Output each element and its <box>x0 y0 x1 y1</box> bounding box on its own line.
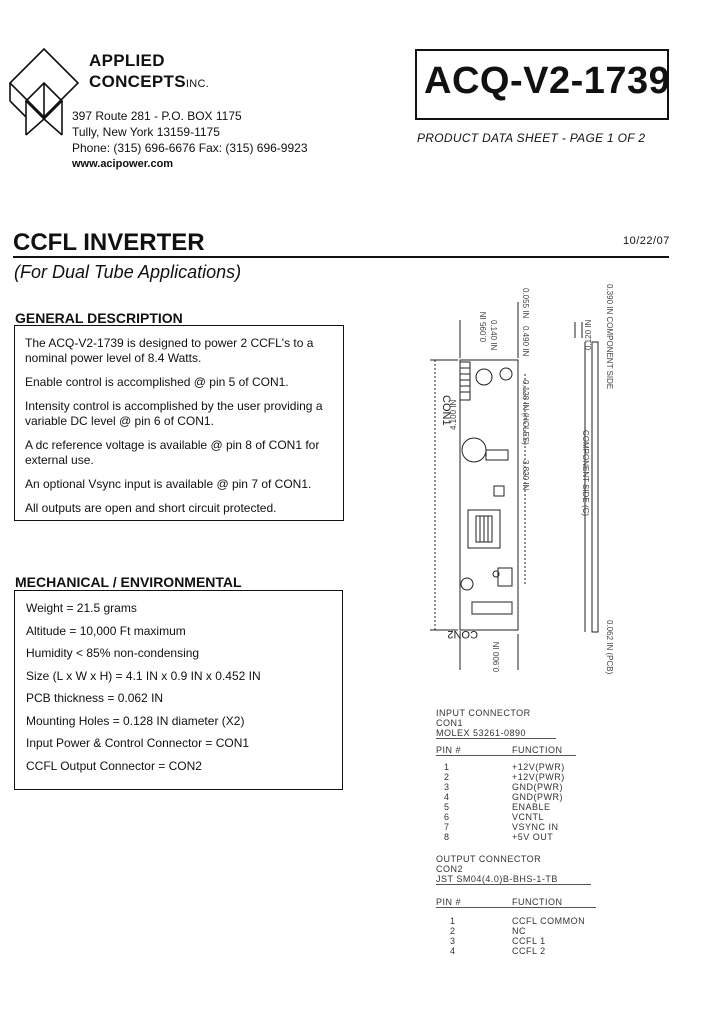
data-sheet-page: PRODUCT DATA SHEET - PAGE 1 OF 2 <box>417 131 646 145</box>
output-connector-title: OUTPUT CONNECTOR <box>436 854 542 864</box>
output-col-pin: PIN # <box>436 897 462 907</box>
page-title: CCFL INVERTER <box>13 229 205 256</box>
table-row <box>436 782 636 792</box>
input-connector-part: MOLEX 53261-0890 <box>436 728 556 739</box>
dim-width-label: 0.900 IN <box>492 641 501 672</box>
dim-d-label: 0.055 IN <box>521 288 530 319</box>
page-subtitle: (For Dual Tube Applications) <box>14 262 242 282</box>
input-table-header <box>436 745 576 756</box>
side-component-dim-label: 0.390 IN COMPONENT SIDE <box>605 284 614 390</box>
table-row <box>436 792 636 802</box>
pin-number: 4 <box>444 792 450 802</box>
table-row <box>436 822 636 832</box>
dim-b-label: 0.490 IN <box>521 326 530 357</box>
general-paragraph: A dc reference voltage is available @ pin 8 of CON1 for external use. <box>25 438 320 467</box>
mechanical-item: CCFL Output Connector = CON2 <box>26 758 202 773</box>
mechanical-item: Mounting Holes = 0.128 IN diameter (X2) <box>26 713 245 728</box>
side-pcb-label: 0.062 IN (PCB) <box>605 620 614 675</box>
con2-connector <box>472 602 512 614</box>
capacitor-1 <box>476 369 492 385</box>
pin-function: VCNTL <box>512 812 545 822</box>
table-row <box>436 832 636 842</box>
dim-c-label: 0.140 IN <box>489 320 498 351</box>
mechanical-box <box>14 590 343 790</box>
output-connector-part: JST SM04(4.0)B-BHS-1-TB <box>436 874 591 885</box>
pin-number: 3 <box>444 782 450 792</box>
dim-holes-label: 0.128 IN (HOLES) <box>521 380 530 445</box>
company-website: www.acipower.com <box>72 158 174 170</box>
con1-label: CON1 <box>440 395 452 426</box>
table-row <box>436 926 636 936</box>
company-name-line2: CONCEPTS <box>89 72 186 91</box>
pin-number: 5 <box>444 802 450 812</box>
company-address-block <box>72 108 308 172</box>
general-description-box <box>14 325 344 521</box>
mounting-hole-bottom <box>461 578 473 590</box>
input-connector-con: CON1 <box>436 718 464 728</box>
general-paragraph: Intensity control is accomplished by the user providing a variable DC level @ pin 6 of CON1. <box>25 399 323 428</box>
output-connector-section <box>436 854 636 956</box>
general-paragraph: The ACQ-V2-1739 is designed to power 2 CCFL's to a nominal power level of 8.4 Watts. <box>25 336 314 365</box>
general-paragraph: An optional Vsync input is available @ pin 7 of CON1. <box>25 477 312 491</box>
pin-function: GND(PWR) <box>512 792 563 802</box>
input-connector-section <box>436 708 636 842</box>
pin-number: 3 <box>450 936 456 946</box>
input-col-pin: PIN # <box>436 745 462 755</box>
input-table-body <box>436 762 636 842</box>
output-table-header <box>436 897 596 908</box>
output-table-body <box>436 916 636 956</box>
table-row <box>436 812 636 822</box>
dim-hole-span-label: 3.820 IN <box>521 460 530 491</box>
pin-number: 6 <box>444 812 450 822</box>
company-city: Tully, New York 13159-1175 <box>72 125 220 139</box>
pin-number: 1 <box>450 916 456 926</box>
title-divider <box>13 256 669 258</box>
company-name-line1: APPLIED <box>89 51 165 70</box>
document-date: 10/22/07 <box>623 235 670 247</box>
table-row <box>436 772 636 782</box>
company-inc: INC. <box>185 78 210 90</box>
side-view-pcb <box>592 342 598 632</box>
pin-function: +12V(PWR) <box>512 762 565 772</box>
dim-length-label: 4.100 IN <box>449 399 458 430</box>
pin-number: 2 <box>450 926 456 936</box>
pin-function: CCFL 1 <box>512 936 546 946</box>
capacitor-2 <box>462 438 486 462</box>
company-phone: Phone: (315) 696-6676 Fax: (315) 696-9923 <box>72 141 308 155</box>
mechanical-item: Weight = 21.5 grams <box>26 601 137 615</box>
pin-function: CCFL COMMON <box>512 916 586 926</box>
con2-label: CON2 <box>447 628 478 640</box>
mechanical-item: Humidity < 85% non-condensing <box>26 646 200 660</box>
mechanical-item: Altitude = 10,000 Ft maximum <box>26 623 186 638</box>
general-description-heading: GENERAL DESCRIPTION <box>15 310 183 326</box>
pin-function: ENABLE <box>512 802 551 812</box>
general-paragraph: Enable control is accomplished @ pin 5 of CON1. <box>25 375 289 389</box>
input-connector-title: INPUT CONNECTOR <box>436 708 531 718</box>
table-row <box>436 946 636 956</box>
input-col-function: FUNCTION <box>512 745 563 755</box>
pin-function: +5V OUT <box>512 832 554 842</box>
pin-number: 2 <box>444 772 450 782</box>
pin-function: GND(PWR) <box>512 782 563 792</box>
company-logo-icon <box>8 47 80 139</box>
mounting-hole-top <box>500 368 512 380</box>
output-col-function: FUNCTION <box>512 897 563 907</box>
company-name <box>89 50 209 95</box>
table-row <box>436 802 636 812</box>
mechanical-item: Size (L x W x H) = 4.1 IN x 0.9 IN x 0.452 IN <box>26 668 261 683</box>
dim-side-small-label: 0.120 IN <box>584 319 593 350</box>
table-row <box>436 762 636 772</box>
part-number: ACQ-V2-1739 <box>424 60 671 102</box>
pin-number: 8 <box>444 832 450 842</box>
pin-function: VSYNC IN <box>512 822 559 832</box>
pin-function: CCFL 2 <box>512 946 546 956</box>
table-row <box>436 936 636 946</box>
side-component-label: COMPONENT SIDE (C) <box>581 430 590 517</box>
mechanical-item: Input Power & Control Connector = CON1 <box>26 736 250 750</box>
dim-a-label: 0.095 IN <box>479 311 488 342</box>
general-paragraph: All outputs are open and short circuit protected. <box>25 501 277 515</box>
output-connector-con: CON2 <box>436 864 464 874</box>
pin-function: +12V(PWR) <box>512 772 565 782</box>
pin-number: 4 <box>450 946 456 956</box>
pin-number: 7 <box>444 822 450 832</box>
pin-function: NC <box>512 926 526 936</box>
table-row <box>436 916 636 926</box>
company-address: 397 Route 281 - P.O. BOX 1175 <box>72 109 242 123</box>
mechanical-heading: MECHANICAL / ENVIRONMENTAL <box>15 574 242 590</box>
mechanical-item: PCB thickness = 0.062 IN <box>26 691 164 705</box>
pin-number: 1 <box>444 762 450 772</box>
